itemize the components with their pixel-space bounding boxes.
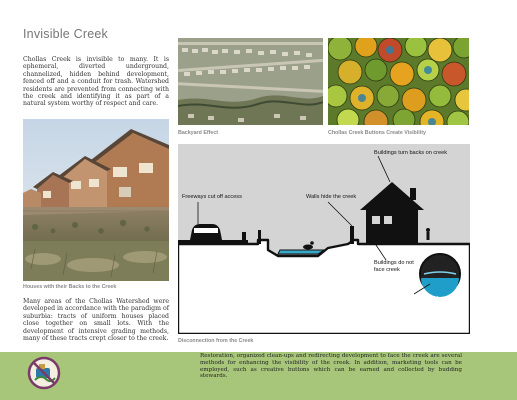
page-title: Invisible Creek xyxy=(23,27,108,41)
culvert-icon xyxy=(420,254,460,297)
house-icon xyxy=(360,182,424,244)
label-walls: Walls hide the creek xyxy=(306,194,357,200)
disconnection-diagram xyxy=(178,144,470,334)
label-freeways: Freeways cut off access xyxy=(182,194,242,200)
backyard-photo xyxy=(178,38,323,125)
houses-caption: Houses with their Backs to the Creek xyxy=(23,284,117,290)
no-trash-emblem-icon xyxy=(27,356,61,390)
body-paragraph: Many areas of the Chollas Watershed were developed in accordance with the paradigm of suburbia: tracts of uniform houses placed close together on small lots. With the development of intensive grading methods, many of these tracts crept closer to the creek. xyxy=(23,298,169,343)
intro-paragraph: Chollas Creek is invisible to many. It is ephemeral, diverted underground, channelized, hidden behind development, fenced off and a conduit for trash. Watershed residents are prevented from connecting with the creek and identifying it as part of a natural system worthy of respect and care. xyxy=(23,56,169,108)
buttons-photo xyxy=(328,38,469,125)
diagram-caption: Disconnection from the Creek xyxy=(178,338,254,344)
backyard-caption: Backyard Effect xyxy=(178,130,219,136)
footer-text: Restoration, organized clean-ups and redirecting development to face the creek are several methods for enhancing the visibility of the creek. In addition, marketing tools can be employed, such as creative buttons which can be earned and collected by budding stewards. xyxy=(200,353,462,380)
label-buildings-backs: Buildings turn backs on creek xyxy=(374,150,448,156)
duck-icon xyxy=(303,241,314,249)
buttons-caption: Chollas Creek Buttons Create Visibility xyxy=(328,130,426,136)
label-culverted: Culverted sections hidden xyxy=(380,296,445,302)
label-buildings-not-face: Buildings do not face creek xyxy=(374,260,414,273)
houses-photo xyxy=(23,119,169,281)
